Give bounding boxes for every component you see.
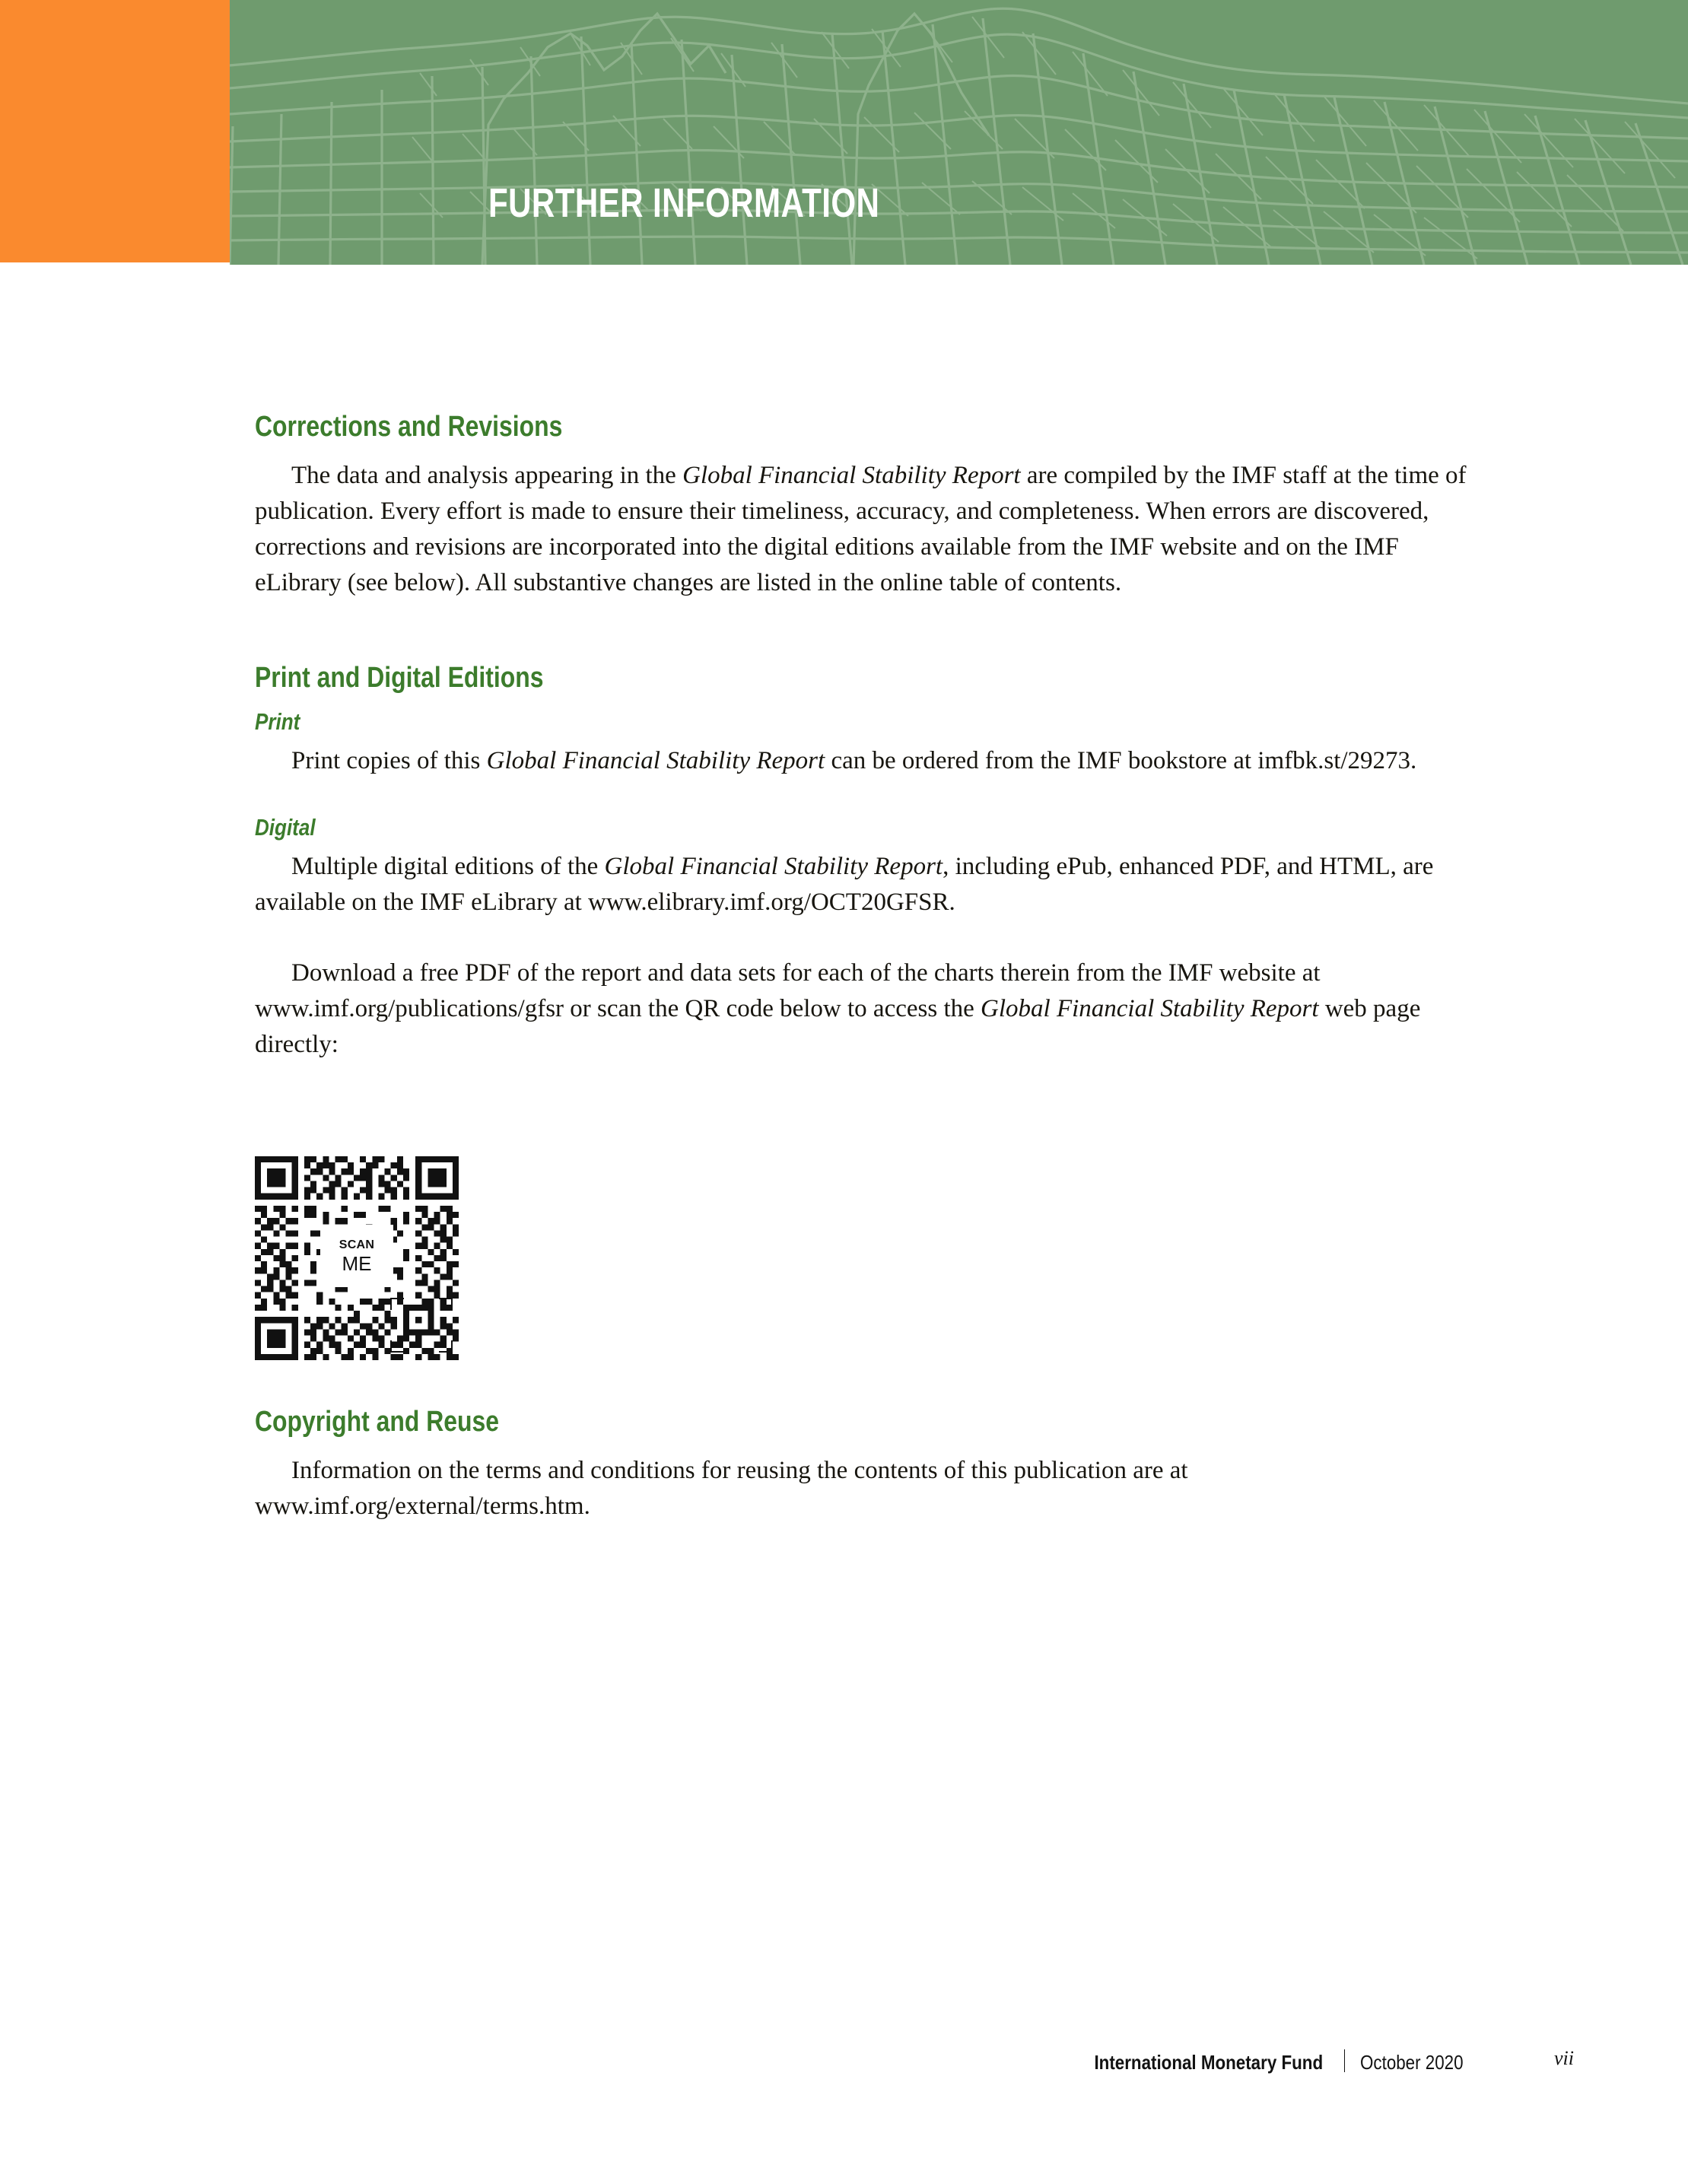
paragraph-digital-editions	[255, 849, 1472, 920]
section-heading-print-and-digital-editions: Print and Digital Editions	[255, 661, 544, 694]
qr-scan-me-label	[320, 1225, 393, 1287]
text-run-italic: Global Financial Stability Report	[486, 747, 825, 775]
text-run: Download a free PDF of the report and data sets for each of the charts therein from the IMF website at www.imf.org/publications/gfsr or scan the QR code below to access the	[255, 958, 1321, 1022]
text-run: Print copies of this	[291, 747, 487, 775]
qr-scan-text: SCAN	[339, 1238, 375, 1251]
spacer	[255, 601, 1472, 662]
page-footer	[0, 2046, 1688, 2084]
section-heading-corrections-and-revisions: Corrections and Revisions	[255, 411, 563, 443]
footer-attribution	[1076, 2046, 1472, 2074]
text-run: The data and analysis appearing in the	[291, 461, 683, 489]
header-green-block	[230, 0, 1688, 265]
header-orange-block	[0, 0, 230, 262]
text-run-italic: Global Financial Stability Report	[981, 994, 1319, 1022]
paragraph-print	[255, 743, 1472, 779]
text-run-italic: Global Financial Stability Report	[682, 461, 1021, 489]
text-run: web page directly:	[255, 994, 1421, 1058]
page-title: FURTHER INFORMATION	[488, 180, 880, 226]
text-run: are compiled by the IMF staff at the time of publication. Every effort is made to ensure their timeliness, accuracy, and completeness. When errors are discovered, corrections and revisions are incorporated into the digital editions available from the IMF website and on the IMF eLibrary (see below). All substantive changes are listed in the online table of contents.	[255, 461, 1467, 596]
paragraph-copyright-and-reuse	[255, 1453, 1472, 1524]
text-run: Information on the terms and conditions for reusing the contents of this publication are at www.imf.org/external/terms.htm.	[255, 1456, 1188, 1520]
spacer	[255, 920, 1472, 955]
footer-organization: International Monetary Fund	[1094, 2051, 1323, 2074]
qr-code[interactable]	[255, 1155, 459, 1362]
page-number: vii	[1554, 2047, 1574, 2069]
text-run-italic: Global Financial Stability Report	[604, 852, 943, 880]
qr-me-text: ME	[342, 1251, 372, 1275]
paragraph-download-pdf	[255, 955, 1472, 1063]
footer-separator-rule	[1344, 2049, 1345, 2072]
sub-heading-digital: Digital	[255, 814, 316, 841]
paragraph-corrections-and-revisions	[255, 458, 1472, 601]
mesh-landscape-graphic	[230, 0, 1688, 265]
spacer	[255, 779, 1472, 814]
page-content	[255, 411, 1472, 1063]
text-run: , including ePub, enhanced PDF, and HTML, are available on the IMF eLibrary at www.elibrary.imf.org/OCT20GFSR.	[255, 852, 1434, 916]
sub-heading-print: Print	[255, 708, 300, 736]
text-run: Multiple digital editions of the	[291, 852, 605, 880]
qr-bracket-frame	[390, 1298, 453, 1353]
footer-date: October 2020	[1360, 2051, 1464, 2074]
page-header-band	[0, 0, 1688, 265]
page-content-lower	[255, 1406, 1472, 1524]
text-run: can be ordered from the IMF bookstore at imfbk.st/29273.	[825, 747, 1417, 775]
section-heading-copyright-and-reuse: Copyright and Reuse	[255, 1406, 500, 1438]
